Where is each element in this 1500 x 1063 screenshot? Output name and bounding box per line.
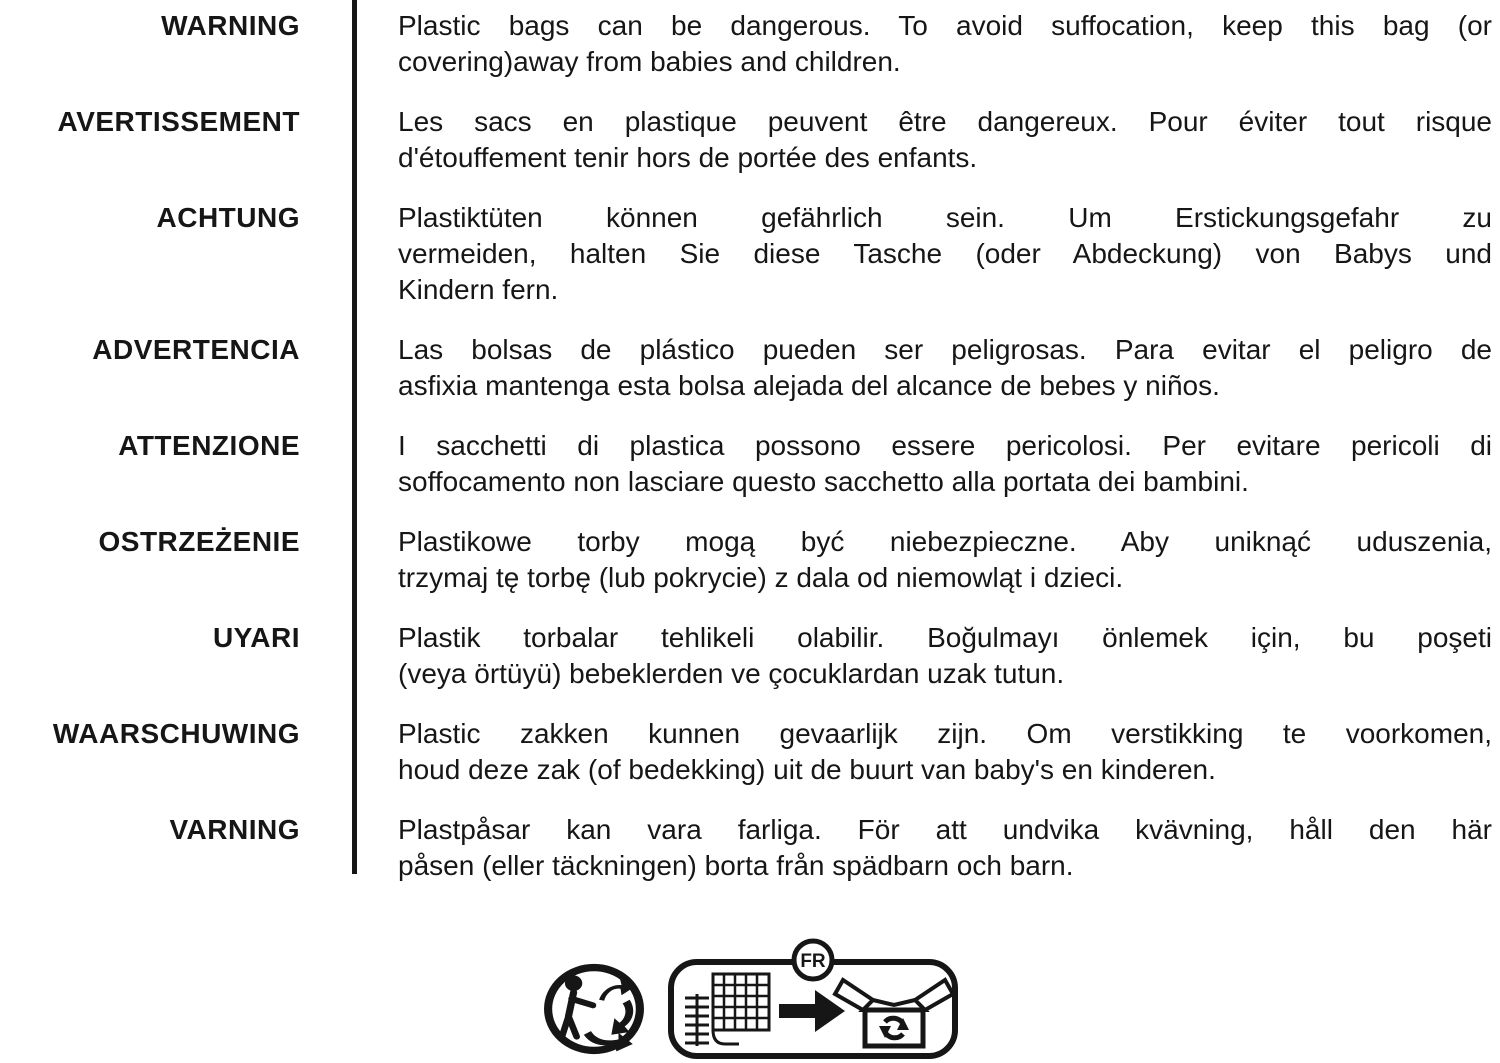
fr-country-badge [794,941,832,979]
text-line: trzymaj tę torbę (lub pokrycie) z dala od niemowląt i dzieci. [398,562,1124,593]
warning-row-french [0,104,1500,176]
language-label-spanish: ADVERTENCIA [92,334,300,365]
language-label-italian: ATTENZIONE [118,430,300,461]
triman-recycling-icon [543,963,645,1060]
warning-text-french [398,104,1492,176]
text-line: (veya örtüyü) bebeklerden ve çocuklardan uzak tutun. [398,658,1065,689]
text-line: Plastikowe torby mogą być niebezpieczne. Aby uniknąć uduszenia, [398,526,1492,557]
fr-badge-text: FR [800,951,826,972]
language-label-dutch: WAARSCHUWING [52,718,300,749]
text-line: Les sacs en plastique peuvent être dangereux. Pour éviter tout risque [398,106,1492,137]
warning-text-swedish [398,812,1492,884]
warning-text-spanish [398,332,1492,404]
language-label-swedish: VARNING [169,814,300,845]
text-line: d'étouffement tenir hors de portée des enfants. [398,142,978,173]
text-line: Plastik torbalar tehlikeli olabilir. Boğulmayı önlemek için, bu poşeti [398,622,1492,653]
text-line: Plastic zakken kunnen gevaarlijk zijn. Om verstikking te voorkomen, [398,718,1492,749]
warning-text-italian [398,428,1492,500]
text-line: Las bolsas de plástico pueden ser peligrosas. Para evitar el peligro de [398,334,1492,365]
warning-row-turkish [0,620,1500,692]
language-label-german: ACHTUNG [156,202,300,233]
warning-text-dutch [398,716,1492,788]
warning-row-english [0,8,1500,80]
warning-row-polish [0,524,1500,596]
warning-row-spanish [0,332,1500,404]
warning-text-polish [398,524,1492,596]
warning-row-swedish [0,812,1500,884]
recycling-symbols [543,938,959,1063]
text-line: påsen (eller täckningen) borta från spädbarn och barn. [398,850,1074,881]
recycle-open-box-icon [835,980,953,1046]
language-label-turkish: UYARI [212,622,300,653]
sorting-instruction-box [667,938,959,1063]
text-line: Plastic bags can be dangerous. To avoid suffocation, keep this bag (or [398,10,1492,41]
text-line: Plastiktüten können gefährlich sein. Um Erstickungsgefahr zu [398,202,1492,233]
mesh-packaging-icon [685,974,769,1046]
text-line: asfixia mantenga esta bolsa alejada del alcance de bebes y niños. [398,370,1220,401]
text-line: I sacchetti di plastica possono essere pericolosi. Per evitare pericoli di [398,430,1492,461]
warning-row-dutch [0,716,1500,788]
warning-rows [0,8,1500,908]
language-label-french: AVERTISSEMENT [57,106,300,137]
warning-text-turkish [398,620,1492,692]
warning-row-italian [0,428,1500,500]
language-label-polish: OSTRZEŻENIE [98,526,300,557]
text-line: Plastpåsar kan vara farliga. För att undvika kvävning, håll den här [398,814,1492,845]
text-line: soffocamento non lasciare questo sacchetto alla portata dei bambini. [398,466,1249,497]
warning-text-german [398,200,1492,308]
text-line: houd deze zak (of bedekking) uit de buurt van baby's en kinderen. [398,754,1216,785]
warning-text-english [398,8,1492,80]
warning-row-german [0,200,1500,308]
language-label-english: WARNING [161,10,300,41]
text-line: Kindern fern. [398,274,559,305]
text-line: covering)away from babies and children. [398,46,901,77]
text-line: vermeiden, halten Sie diese Tasche (oder Abdeckung) von Babys und [398,238,1492,269]
